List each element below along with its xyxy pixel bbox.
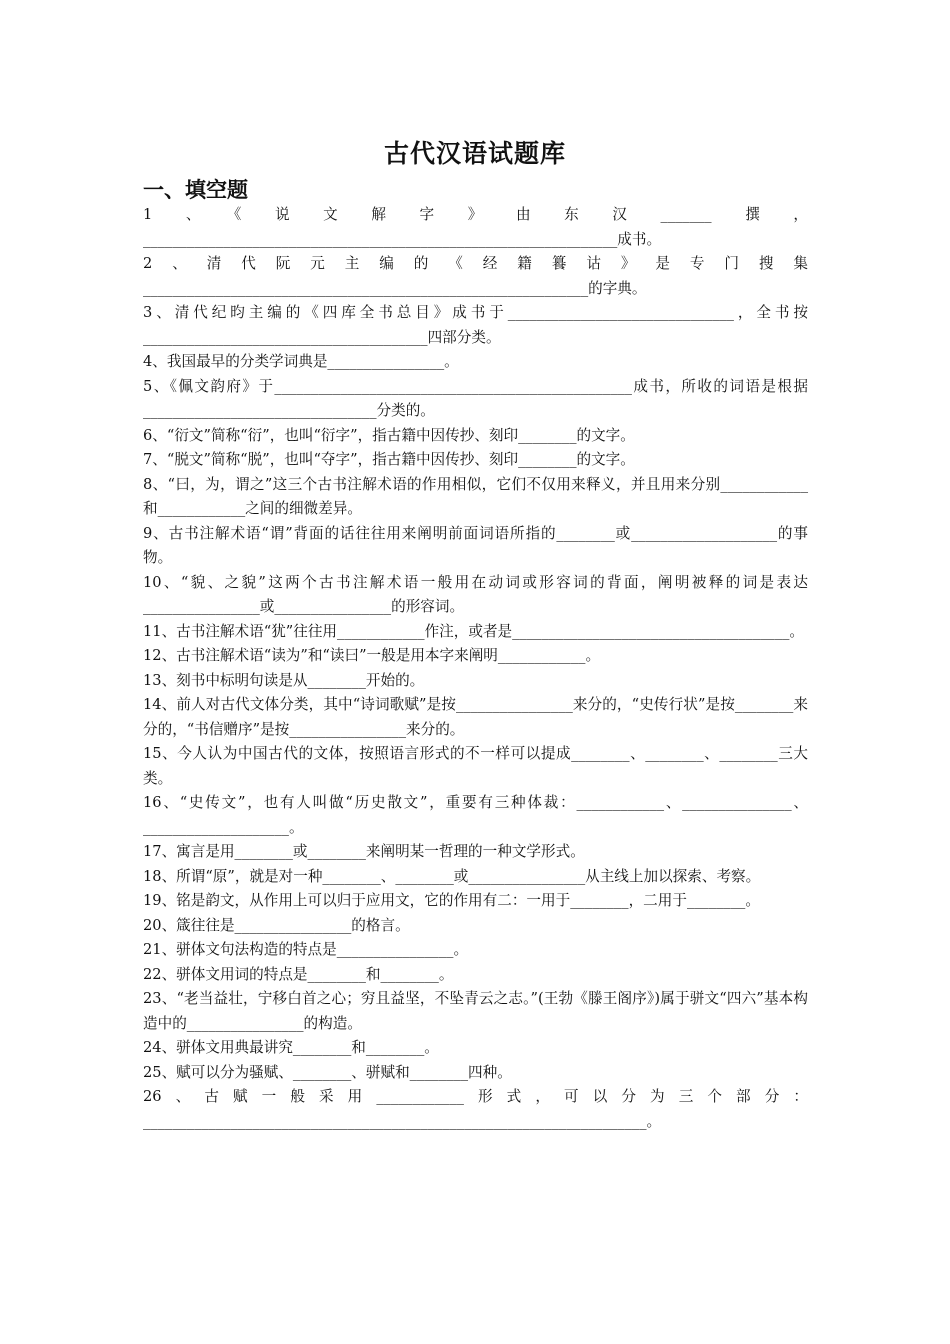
- question-item: 1、《说文解字》由东汉_______撰，_________________________________________________________________成书。: [143, 206, 808, 248]
- question-item: 9、古书注解术语“谓”背面的话往往用来阐明前面词语所指的________或____________________的事物。: [143, 524, 808, 566]
- question-item: 6、“衍文”简称“衍”，也叫“衍字”，指古籍中因传抄、刻印________的文字。: [143, 426, 635, 444]
- question-item: 12、古书注解术语“读为”和“读曰”一般是用本字来阐明____________。: [143, 647, 601, 664]
- question-item: 15、今人认为中国古代的文体，按照语言形式的不一样可以提成________、________、________三大类。: [143, 745, 808, 787]
- question-item: 14、前人对古代文体分类，其中“诗词歌赋”是按________________来分的，“史传行状”是按________来分的，“书信赠序”是按________________来分的。: [143, 696, 808, 738]
- question-item: 11、古书注解术语“犹”往往用____________作注，或者是______________________________________。: [143, 622, 805, 640]
- question-item: 23、“老当益壮，宁移白首之心；穷且益坚，不坠青云之志。”(王勃《滕王阁序》)属于骈文“四六”基本构造中的________________的构造。: [143, 990, 808, 1032]
- page-title: 古代汉语试题库: [383, 139, 566, 168]
- question-item: 4、我国最早的分类学词典是________________。: [143, 353, 459, 370]
- question-item: 20、箴往往是________________的格言。: [143, 916, 410, 934]
- section-heading: 一、填空题: [143, 178, 248, 202]
- question-item: 10、“貌、之貌”这两个古书注解术语一般用在动词或形容词的背面，阐明被释的词是表达________________或________________的形容词。: [143, 573, 808, 615]
- question-item: 3、清代纪昀主编的《四库全书总目》成书于_______________________________，全书按_______________________________________四部分类。: [143, 304, 808, 346]
- question-item: 13、刻书中标明句读是从________开始的。: [143, 671, 425, 689]
- question-list: [143, 203, 808, 1134]
- question-item: 16、“史传文”，也有人叫做“历史散文”，重要有三种体裁：____________、_______________、____________________。: [143, 794, 808, 836]
- question-item: 2、清代阮元主编的《经籍籑诂》是专门搜集_____________________________________________________________的字典。: [143, 255, 808, 297]
- question-item: 22、骈体文用词的特点是________和________。: [143, 965, 454, 983]
- question-item: 25、赋可以分为骚赋、________、骈赋和________四种。: [143, 1063, 512, 1081]
- question-item: 24、骈体文用典最讲究________和________。: [143, 1039, 439, 1056]
- question-item: 18、所谓“原”，就是对一种________、________或________________从主线上加以探索、考察。: [143, 867, 761, 885]
- question-item: 5、《佩文韵府》于_________________________________________________成书，所收的词语是根据________________________________分类的。: [143, 377, 808, 419]
- question-item: 7、“脱文”简称“脱”，也叫“夺字”，指古籍中因传抄、刻印________的文字。: [143, 451, 635, 468]
- question-item: 21、骈体文句法构造的特点是________________。: [143, 941, 469, 958]
- question-item: 8、“曰，为，谓之”这三个古书注解术语的作用相似，它们不仅用来释义，并且用来分别____________和____________之间的细微差异。: [143, 475, 808, 517]
- question-item: 17、寓言是用________或________来阐明某一哲理的一种文学形式。: [143, 843, 585, 860]
- question-item: 26、古赋一般采用____________形式，可以分为三个部分：_____________________________________________________________________。: [143, 1088, 808, 1130]
- question-item: 19、铭是韵文，从作用上可以归于应用文，它的作用有二：一用于________，二用于________。: [143, 892, 760, 909]
